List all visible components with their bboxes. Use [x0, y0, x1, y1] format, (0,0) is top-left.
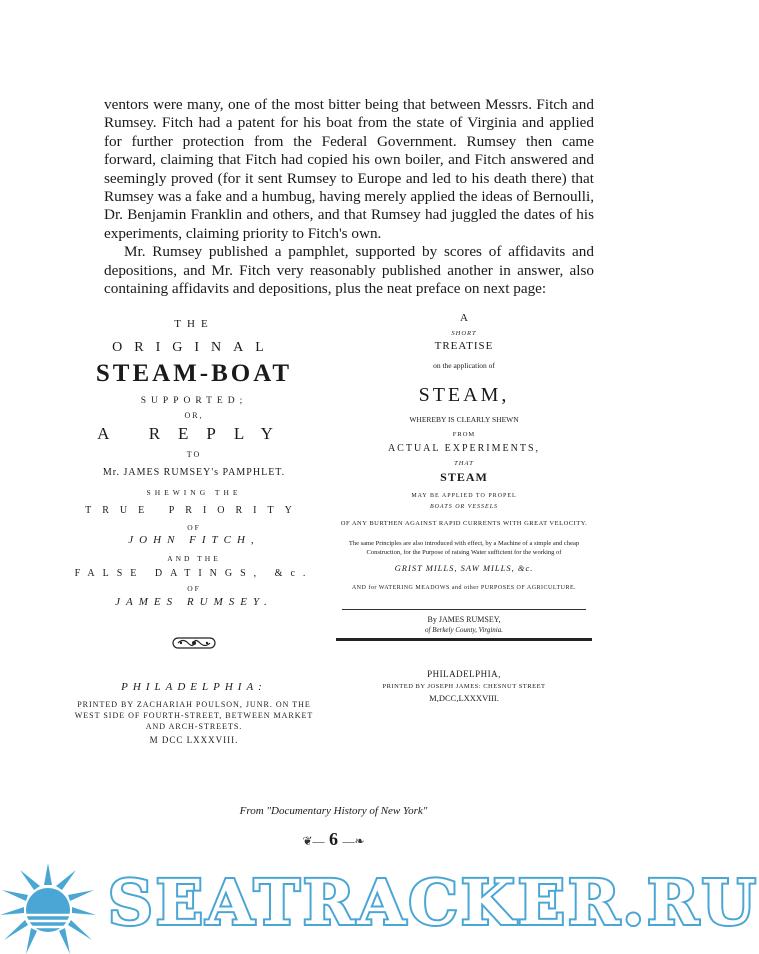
treatise-boats: BOATS OR VESSELS [429, 504, 499, 510]
title-steam-boat: STEAM-BOAT [95, 360, 293, 387]
left-flourish-icon: ❦― [302, 834, 325, 848]
treatise-may-be-applied: MAY BE APPLIED TO PROPEL [411, 493, 517, 499]
treatise-a: A [460, 312, 468, 324]
title-false-datings: FALSE DATINGS, &c. [74, 568, 314, 579]
treatise-city: PHILADELPHIA, [427, 669, 501, 679]
title-of-2: OF [187, 584, 201, 593]
title-james-rumsey: JAMES RUMSEY. [115, 596, 273, 608]
title-pamphlet: Mr. JAMES RUMSEY's PAMPHLET. [102, 467, 286, 478]
title-shewing-the: SHEWING THE [146, 488, 242, 497]
treatise-principles: The same Principles are also introduced with effect, by a Machine of a simple and cheap Construction, for the Purpose of raising Water sufficient for the working of [348, 540, 580, 556]
paragraph-1: ventors were many, one of the most bitter being that between Messrs. Fitch and Rumsey. Fitch had a patent for his boat from the state of Virginia and applied for further protection from the Federal Government. Rumsey then came forward, claiming that Fitch had copied his own boiler, and Fitch answered and seemingly proved (for it sent Rumsey to Europe and led to his death there) that Rumsey was a fake and a humbug, having merely applied the ideas of Bernoulli, Dr. Benjamin Franklin and others, and that Rumsey had juggled the dates of his experiments, claiming priority to Fitch's own. [104, 96, 594, 242]
treatise-steam-2: STEAM [440, 470, 488, 484]
treatise-date: M,DCC,LXXXVIII. [429, 693, 499, 703]
title-city: PHILADELPHIA: [121, 681, 267, 693]
body-text [104, 96, 594, 298]
paragraph-2: Mr. Rumsey published a pamphlet, supported by scores of affidavits and depositions, and Mr. Fitch very reasonably published another in answer, also containing affidavits and depositions, plus the neat preface on next page: [104, 243, 594, 298]
title-true-priority: TRUE PRIORITY [85, 505, 303, 516]
treatise-imprint: PRINTED BY JOSEPH JAMES: CHESNUT STREET [382, 683, 546, 690]
treatise-steam: STEAM, [418, 384, 510, 406]
treatise-short: SHORT [451, 330, 477, 337]
treatise-burthen: OF ANY BURTHEN AGAINST RAPID CURRENTS WITH GREAT VELOCITY. [340, 520, 588, 527]
treatise-author: By JAMES RUMSEY, [427, 615, 501, 624]
watermark-text: SEATRACKER.RU [108, 866, 759, 939]
treatise-title: TREATISE [434, 340, 494, 352]
page-number-footer [0, 829, 667, 850]
figure-caption: From "Documentary History of New York" [239, 805, 428, 817]
treatise-from: FROM [452, 431, 476, 438]
rule-thin [342, 609, 586, 610]
treatise-whereby: WHEREBY IS CLEARLY SHEWN [409, 415, 519, 424]
title-john-fitch: JOHN FITCH, [128, 534, 260, 546]
title-date: M DCC LXXXVIII. [149, 735, 239, 745]
treatise-county: of Berkely County, Virginia. [425, 626, 503, 634]
treatise-on-application: on the application of [433, 361, 495, 370]
rumsey-title-page [336, 312, 592, 703]
title-or: OR, [184, 411, 204, 420]
rule-thick [336, 638, 592, 641]
title-and-the: AND THE [167, 554, 221, 563]
title-the: THE [174, 318, 214, 330]
treatise-that: THAT [454, 460, 474, 467]
fitch-title-page [70, 312, 318, 745]
title-supported: SUPPORTED; [140, 396, 248, 406]
title-a-reply: A REPLY [97, 424, 291, 443]
printer-ornament-icon [172, 636, 216, 650]
title-to: TO [186, 450, 202, 459]
title-imprint: PRINTED BY ZACHARIAH POULSON, JUNR. ON THE WEST SIDE OF FOURTH-STREET, BETWEEN MARKET AND ARCH-STREETS. [74, 700, 314, 731]
treatise-watering: AND for WATERING MEADOWS and other PURPOSES OF AGRICULTURE. [351, 585, 577, 591]
page-number: 6 [329, 829, 338, 849]
title-original: ORIGINAL [112, 340, 276, 355]
treatise-grist-mills: GRIST MILLS, SAW MILLS, &c. [394, 563, 534, 573]
right-flourish-icon: ―❧ [342, 834, 365, 848]
title-of-1: OF [187, 523, 201, 532]
treatise-actual-experiments: ACTUAL EXPERIMENTS, [387, 443, 541, 454]
